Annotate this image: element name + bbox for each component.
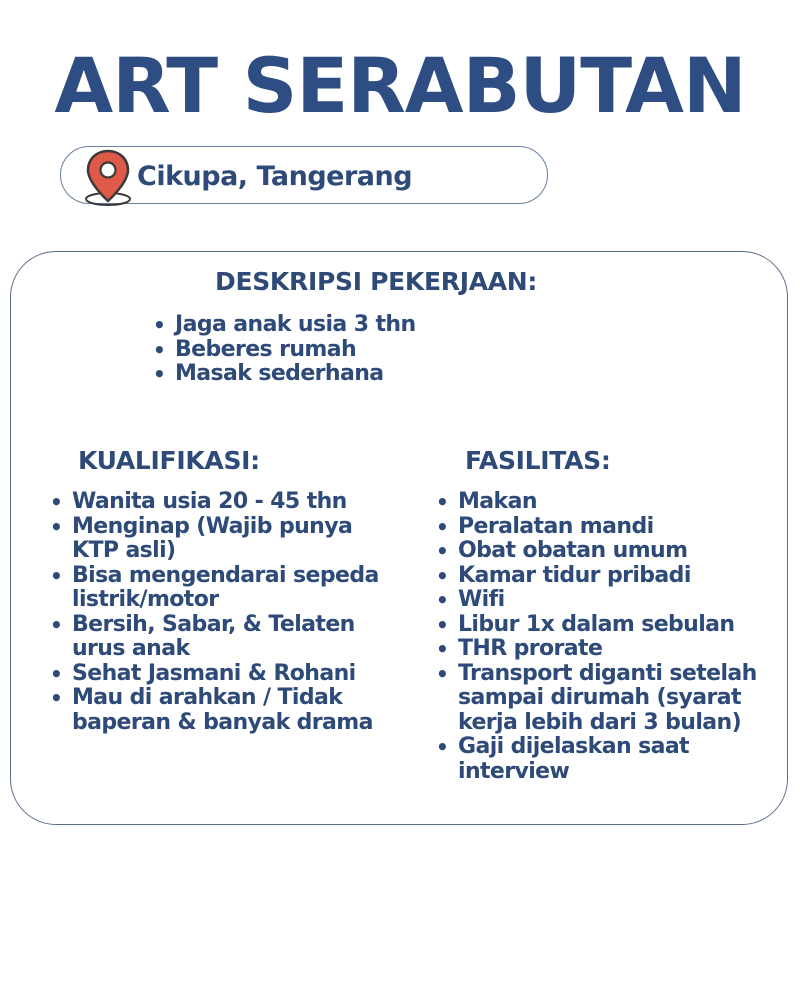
list-item: • Jaga anak usia 3 thn <box>153 313 573 338</box>
list-item: • Obat obatan umum <box>436 539 788 564</box>
qualifications-heading: KUALIFIKASI: <box>78 446 260 475</box>
list-item: • Bisa mengendarai sepeda listrik/motor <box>50 564 390 613</box>
list-item: • Masak sederhana <box>153 362 573 387</box>
list-item: • Wifi <box>436 588 788 613</box>
list-item: • Kamar tidur pribadi <box>436 564 788 589</box>
location-text: Cikupa, Tangerang <box>137 161 413 192</box>
page-title: ART SERABUTAN <box>54 41 746 130</box>
list-item: • Beberes rumah <box>153 338 573 363</box>
facilities-list <box>436 490 788 784</box>
description-list <box>153 313 573 387</box>
location-pill <box>60 146 548 204</box>
list-item: • Menginap (Wajib punya KTP asli) <box>50 515 390 564</box>
list-item: • Transport diganti setelah sampai dirumah (syarat kerja lebih dari 3 bulan) <box>436 662 788 736</box>
list-item: • THR prorate <box>436 637 788 662</box>
list-item: • Mau di arahkan / Tidak baperan & banyak drama <box>50 686 390 735</box>
list-item: • Sehat Jasmani & Rohani <box>50 662 390 687</box>
qualifications-list <box>50 490 390 735</box>
list-item: • Gaji dijelaskan saat interview <box>436 735 788 784</box>
facilities-heading: FASILITAS: <box>465 446 611 475</box>
list-item: • Libur 1x dalam sebulan <box>436 613 788 638</box>
list-item: • Bersih, Sabar, & Telaten urus anak <box>50 613 390 662</box>
map-pin-icon <box>83 147 133 209</box>
list-item: • Wanita usia 20 - 45 thn <box>50 490 390 515</box>
list-item: • Peralatan mandi <box>436 515 788 540</box>
description-heading: DESKRIPSI PEKERJAAN: <box>215 267 538 296</box>
list-item: • Makan <box>436 490 788 515</box>
